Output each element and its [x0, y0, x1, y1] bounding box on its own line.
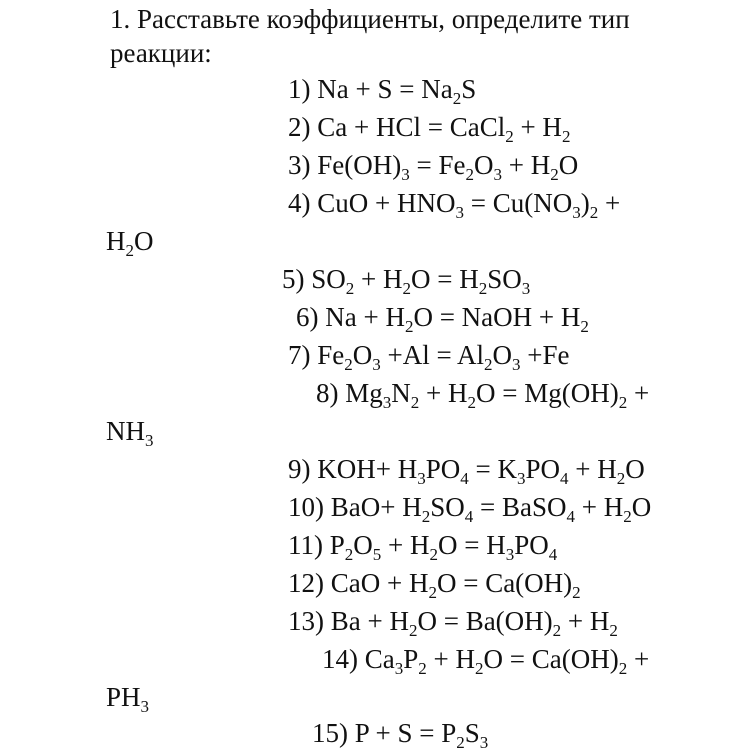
text-segment: S	[464, 718, 480, 748]
text-segment: PO	[525, 454, 560, 484]
text-segment: + H	[501, 150, 551, 180]
subscript: 3	[382, 393, 392, 412]
text-segment: = Cu(NO	[463, 188, 573, 218]
subscript: 3	[493, 165, 502, 184]
subscript: 3	[521, 279, 531, 298]
text-segment: O	[353, 530, 373, 560]
text-segment: +Fe	[520, 340, 570, 370]
text-segment: 2) Ca + HCl = CaCl	[288, 112, 506, 142]
subscript: 2	[467, 393, 476, 412]
text-segment: O	[134, 226, 154, 256]
text-segment: S	[461, 74, 477, 104]
text-segment: O	[492, 340, 512, 370]
subscript: 2	[345, 279, 355, 298]
subscript: 3	[140, 697, 150, 716]
subscript: 3	[145, 431, 154, 450]
equation-4-continuation	[106, 224, 154, 258]
equation-15	[312, 716, 488, 750]
equation-14	[322, 642, 649, 676]
text-segment: 7) Fe	[288, 340, 345, 370]
subscript: 4	[566, 507, 575, 526]
equation-6	[296, 300, 589, 334]
text-segment: +	[627, 378, 650, 408]
text-segment: + H	[513, 112, 562, 142]
subscript: 2	[618, 659, 628, 678]
equation-13	[288, 604, 618, 638]
text-segment: 4) CuO + HNO	[288, 188, 456, 218]
subscript: 2	[505, 127, 514, 146]
text-segment: N	[391, 378, 411, 408]
text-segment: +Al = Al	[380, 340, 484, 370]
text-segment: O	[473, 150, 494, 180]
subscript: 3	[455, 203, 464, 222]
equation-4	[288, 186, 620, 220]
text-segment: 13) Ba + H	[288, 606, 409, 636]
text-segment: O = H	[411, 264, 479, 294]
text-segment: O = Ca(OH)	[436, 568, 573, 598]
text-segment: + H	[354, 264, 403, 294]
subscript: 2	[616, 469, 626, 488]
text-segment: 6) Na + H	[296, 302, 405, 332]
subscript: 2	[410, 393, 420, 412]
subscript: 4	[548, 545, 558, 564]
subscript: 3	[505, 545, 515, 564]
subscript: 2	[589, 203, 599, 222]
subscript: 3	[372, 355, 381, 374]
text-segment: + H	[561, 606, 610, 636]
subscript: 3	[572, 203, 581, 222]
subscript: 2	[478, 279, 488, 298]
subscript: 3	[511, 355, 521, 374]
equation-3	[288, 148, 578, 182]
subscript: 2	[561, 127, 571, 146]
text-segment: O = Ca(OH)	[483, 644, 619, 674]
text-segment: )	[580, 188, 590, 218]
text-segment: 1. Расставьте коэффициенты, определите тип	[110, 4, 630, 34]
text-segment: 11) P	[288, 530, 345, 560]
text-segment: O = Ba(OH)	[417, 606, 553, 636]
text-segment: O = H	[438, 530, 506, 560]
subscript: 3	[417, 469, 426, 488]
text-segment: O = NaOH + H	[413, 302, 581, 332]
text-segment: PO	[514, 530, 549, 560]
equation-1	[288, 72, 476, 106]
text-segment: = BaSO	[473, 492, 567, 522]
text-segment: 14) Ca	[322, 644, 395, 674]
text-segment: 12) CaO + H	[288, 568, 429, 598]
subscript: 2	[404, 317, 414, 336]
subscript: 2	[623, 507, 632, 526]
text-segment: 3) Fe(OH)	[288, 150, 402, 180]
text-segment: +	[598, 188, 621, 218]
subscript: 4	[559, 469, 569, 488]
subscript: 3	[394, 659, 404, 678]
text-segment: 15) P + S = P	[312, 718, 457, 748]
subscript: 2	[125, 241, 134, 260]
subscript: 2	[344, 355, 353, 374]
equation-2	[288, 110, 570, 144]
subscript: 2	[408, 621, 418, 640]
text-segment: SO	[487, 264, 522, 294]
text-segment: реакции:	[110, 38, 212, 68]
subscript: 2	[580, 317, 589, 336]
subscript: 2	[609, 621, 618, 640]
text-segment: + H	[419, 378, 468, 408]
subscript: 2	[452, 89, 462, 108]
text-segment: O	[352, 340, 373, 370]
equation-11	[288, 528, 557, 562]
equation-12	[288, 566, 581, 600]
subscript: 2	[465, 165, 474, 184]
subscript: 2	[428, 583, 437, 602]
text-segment: 5) SO	[282, 264, 346, 294]
subscript: 2	[418, 659, 427, 678]
text-segment: P	[403, 644, 419, 674]
subscript: 2	[618, 393, 628, 412]
text-segment: PO	[425, 454, 461, 484]
subscript: 2	[344, 545, 354, 564]
equation-8-continuation	[106, 414, 154, 448]
text-segment: 10) BaO+ H	[288, 492, 422, 522]
subscript: 2	[572, 583, 581, 602]
task-title	[110, 2, 630, 36]
text-segment: + H	[426, 644, 475, 674]
subscript: 3	[479, 733, 489, 752]
text-segment: 9) KOH+ H	[288, 454, 418, 484]
text-segment: SO	[430, 492, 465, 522]
text-segment: O	[625, 454, 645, 484]
subscript: 2	[402, 279, 411, 298]
text-segment: PH	[106, 682, 141, 712]
text-segment: O	[558, 150, 579, 180]
equation-7	[288, 338, 569, 372]
subscript: 2	[550, 165, 559, 184]
text-segment: = Fe	[409, 150, 466, 180]
subscript: 2	[483, 355, 493, 374]
text-segment: O = Mg(OH)	[475, 378, 619, 408]
equation-5	[282, 262, 530, 296]
subscript: 5	[372, 545, 382, 564]
text-segment: +	[627, 644, 650, 674]
subscript: 3	[516, 469, 526, 488]
text-segment: 8) Mg	[316, 378, 383, 408]
text-segment: + H	[568, 454, 617, 484]
equation-8	[316, 376, 649, 410]
subscript: 4	[460, 469, 469, 488]
subscript: 2	[552, 621, 562, 640]
text-segment: 1) Na + S = Na	[288, 74, 453, 104]
subscript: 4	[464, 507, 474, 526]
subscript: 2	[475, 659, 484, 678]
equation-10	[288, 490, 651, 524]
subscript: 2	[421, 507, 431, 526]
text-segment: + H	[381, 530, 430, 560]
text-segment: + H	[574, 492, 624, 522]
text-segment: H	[106, 226, 126, 256]
equation-9	[288, 452, 645, 486]
text-segment: NH	[106, 416, 145, 446]
text-segment: O	[631, 492, 652, 522]
subscript: 2	[429, 545, 438, 564]
text-segment: = K	[468, 454, 517, 484]
subscript: 2	[456, 733, 465, 752]
equation-14-continuation	[106, 680, 149, 714]
task-subtitle	[110, 36, 212, 70]
subscript: 3	[401, 165, 410, 184]
